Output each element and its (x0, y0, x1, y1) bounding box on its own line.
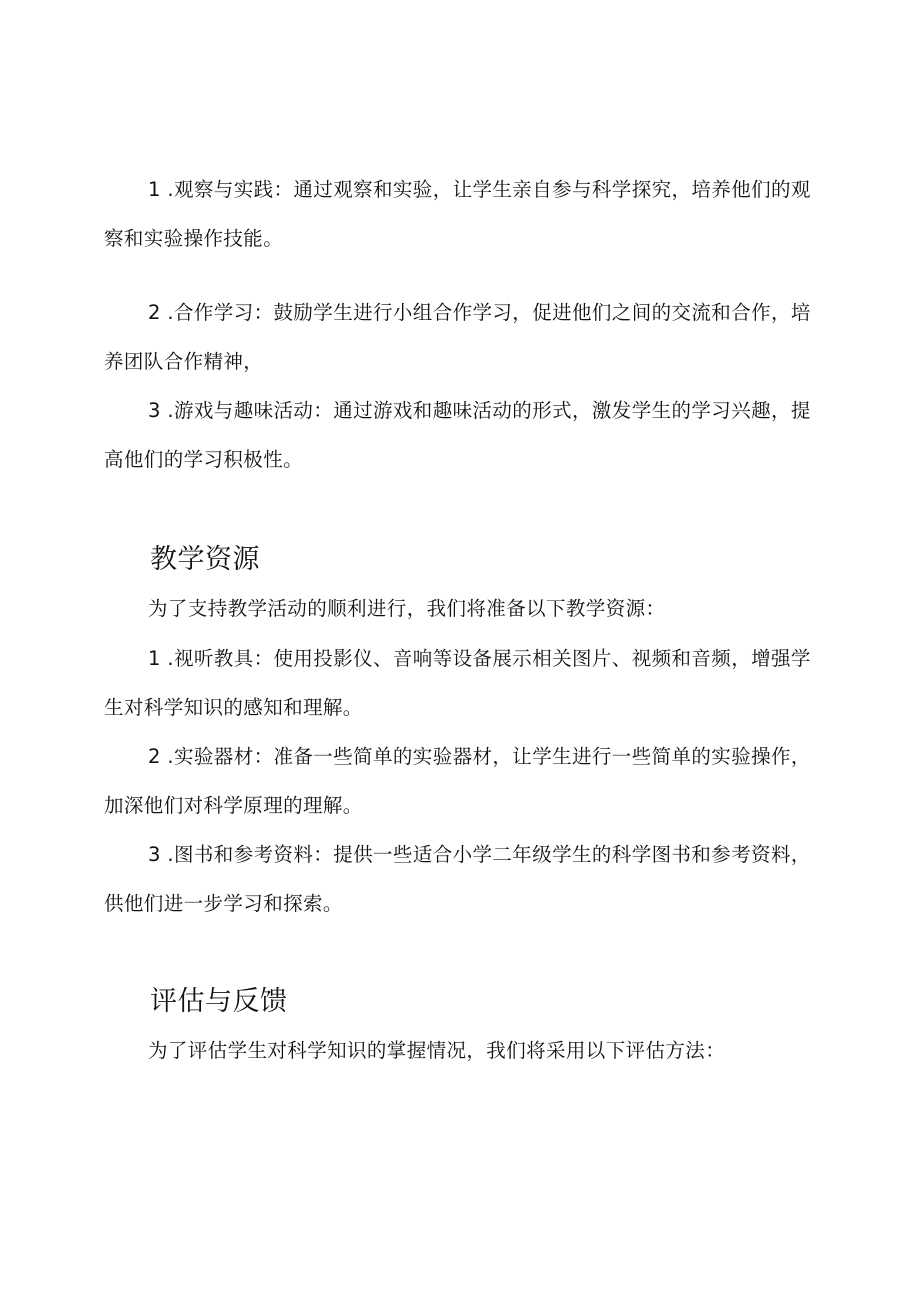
resources-intro: 为了支持教学活动的顺利进行，我们将准备以下教学资源： (148, 597, 666, 620)
resource-item-3: 3 .图书和参考资料：提供一些适合小学二年级学生的科学图书和参考资料，供他们进一步学习和探索。 (104, 843, 811, 915)
resource-item-2: 2 .实验器材：准备一些简单的实验器材，让学生进行一些简单的实验操作，加深他们对科学原理的理解。 (104, 745, 811, 817)
method-item-2: 2 .合作学习：鼓励学生进行小组合作学习，促进他们之间的交流和合作，培养团队合作精神， (104, 301, 811, 373)
method-item-3: 3 .游戏与趣味活动：通过游戏和趣味活动的形式，激发学生的学习兴趣，提高他们的学习积极性。 (104, 399, 811, 471)
method-item-1: 1 .观察与实践：通过观察和实验，让学生亲自参与科学探究，培养他们的观察和实验操作技能。 (104, 178, 811, 250)
resources-heading: 教学资源 (150, 544, 260, 575)
assessment-heading: 评估与反馈 (150, 986, 288, 1017)
resource-item-1: 1 .视听教具：使用投影仪、音响等设备展示相关图片、视频和音频，增强学生对科学知识的感知和理解。 (104, 647, 811, 719)
assessment-intro: 为了评估学生对科学知识的掌握情况，我们将采用以下评估方法： (148, 1039, 726, 1062)
